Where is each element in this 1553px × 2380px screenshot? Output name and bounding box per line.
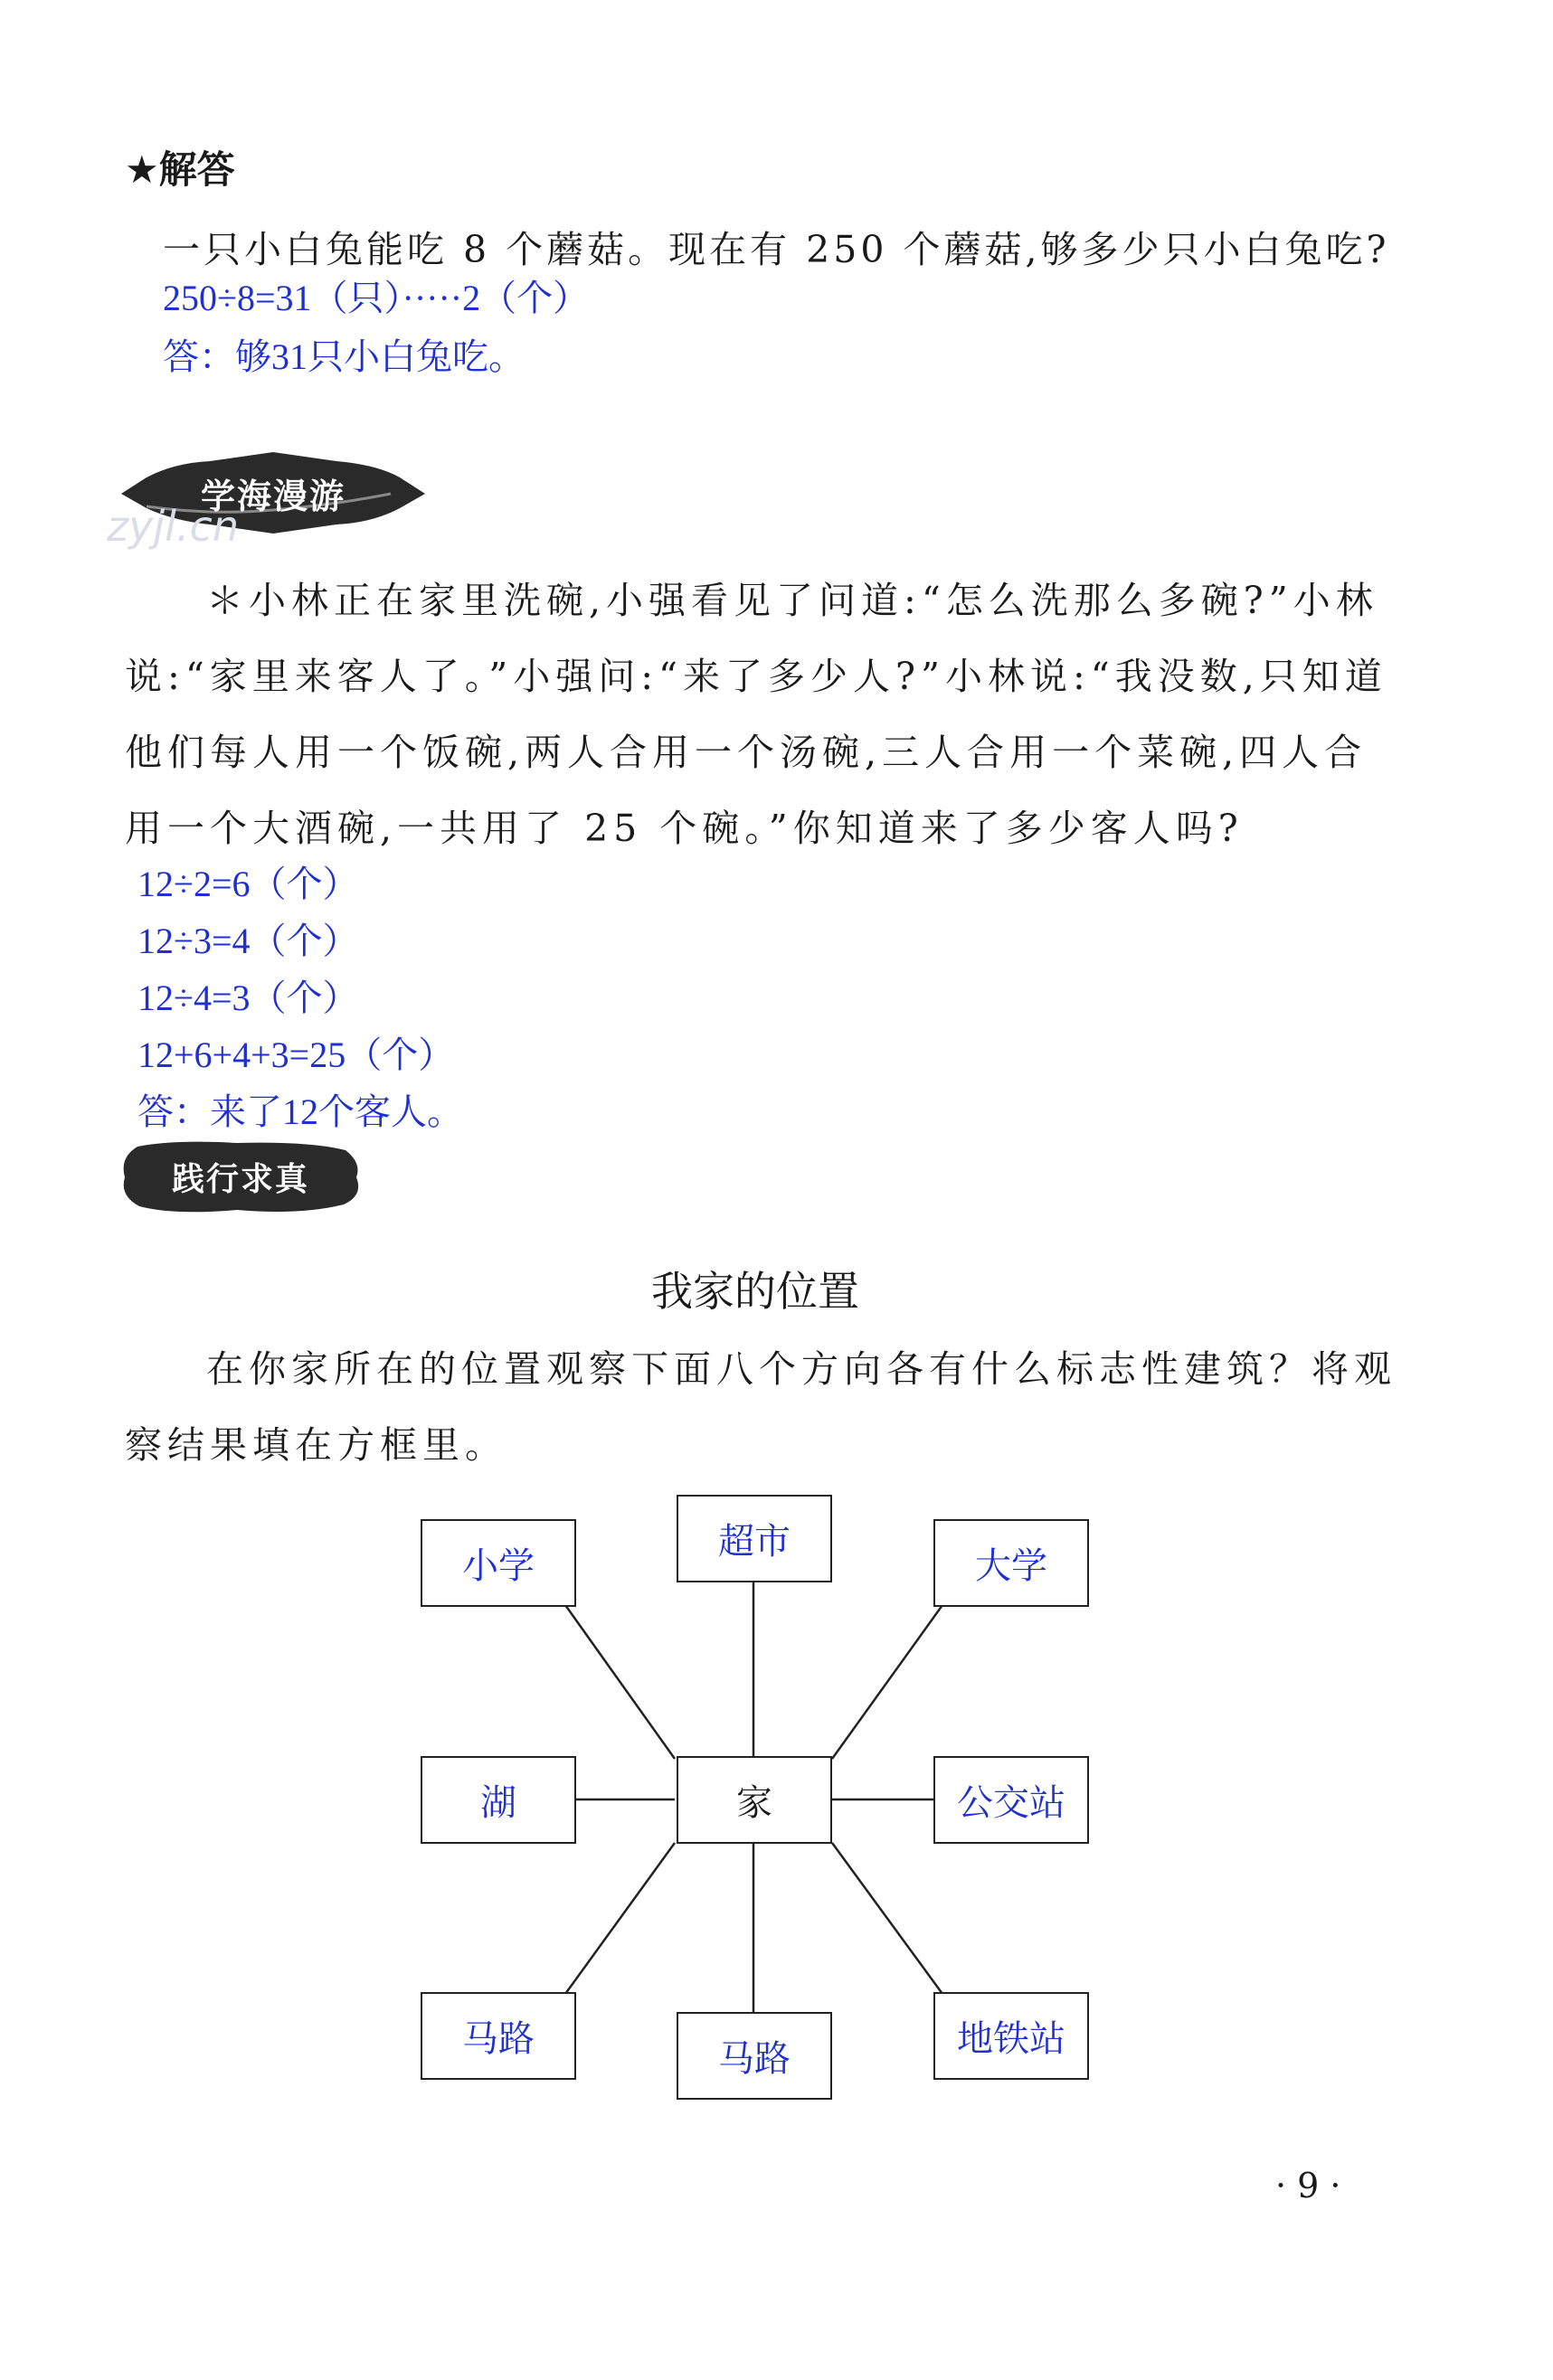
- answer-line-3: 12÷4=3（个）: [137, 978, 359, 1018]
- watermark: zyjl.cn: [107, 502, 239, 551]
- page-number: · 9 ·: [1275, 2166, 1341, 2205]
- box-east: 公交站: [933, 1756, 1089, 1844]
- answer-line-4: 12+6+4+3=25（个）: [137, 1034, 455, 1075]
- box-southeast: 地铁站: [933, 1992, 1089, 2080]
- line-southeast: [832, 1843, 942, 1994]
- line-northeast: [832, 1605, 942, 1759]
- box-southwest: 马路: [421, 1992, 576, 2080]
- story-paragraph: ＊小林正在家里洗碗,小强看见了问道:“怎么洗那么多碗?”小林说:“家里来客人了。”小强问:“来了多少人?”小林说:“我没数,只知道他们每人用一个饭碗,两人合用一个汤碗,三人合用一个菜碗,四人合用一个大酒碗,一共用了 25 个碗。”你知道来了多少客人吗?: [125, 579, 1387, 850]
- badge-label: 学海漫游: [200, 476, 346, 516]
- line-northwest: [565, 1605, 675, 1759]
- badge-label: 践行求真: [171, 1160, 309, 1198]
- answer-line-2: 答：够31只小白兔吃。: [163, 336, 525, 377]
- box-northeast: 大学: [933, 1519, 1089, 1607]
- activity-title: 我家的位置: [651, 1267, 859, 1316]
- answer-line-2: 12÷3=4（个）: [137, 921, 359, 961]
- answer-line-1: 250÷8=31（只）·····2（个）: [163, 278, 590, 318]
- box-home: 家: [677, 1756, 832, 1844]
- answer-line-1: 12÷2=6（个）: [137, 864, 359, 904]
- answer-line-5: 答：来了12个客人。: [137, 1091, 463, 1132]
- line-southwest: [565, 1843, 675, 1994]
- box-west: 湖: [421, 1756, 576, 1844]
- box-north: 超市: [677, 1495, 832, 1582]
- question-rabbits: 一只小白兔能吃 8 个蘑菇。现在有 250 个蘑菇,够多少只小白兔吃?: [163, 228, 1390, 271]
- box-northwest: 小学: [421, 1519, 576, 1607]
- box-south: 马路: [677, 2012, 832, 2100]
- section-heading-answer: ★解答: [125, 147, 235, 192]
- activity-instruction: 在你家所在的位置观察下面八个方向各有什么标志性建筑？将观察结果填在方框里。: [125, 1347, 1397, 1467]
